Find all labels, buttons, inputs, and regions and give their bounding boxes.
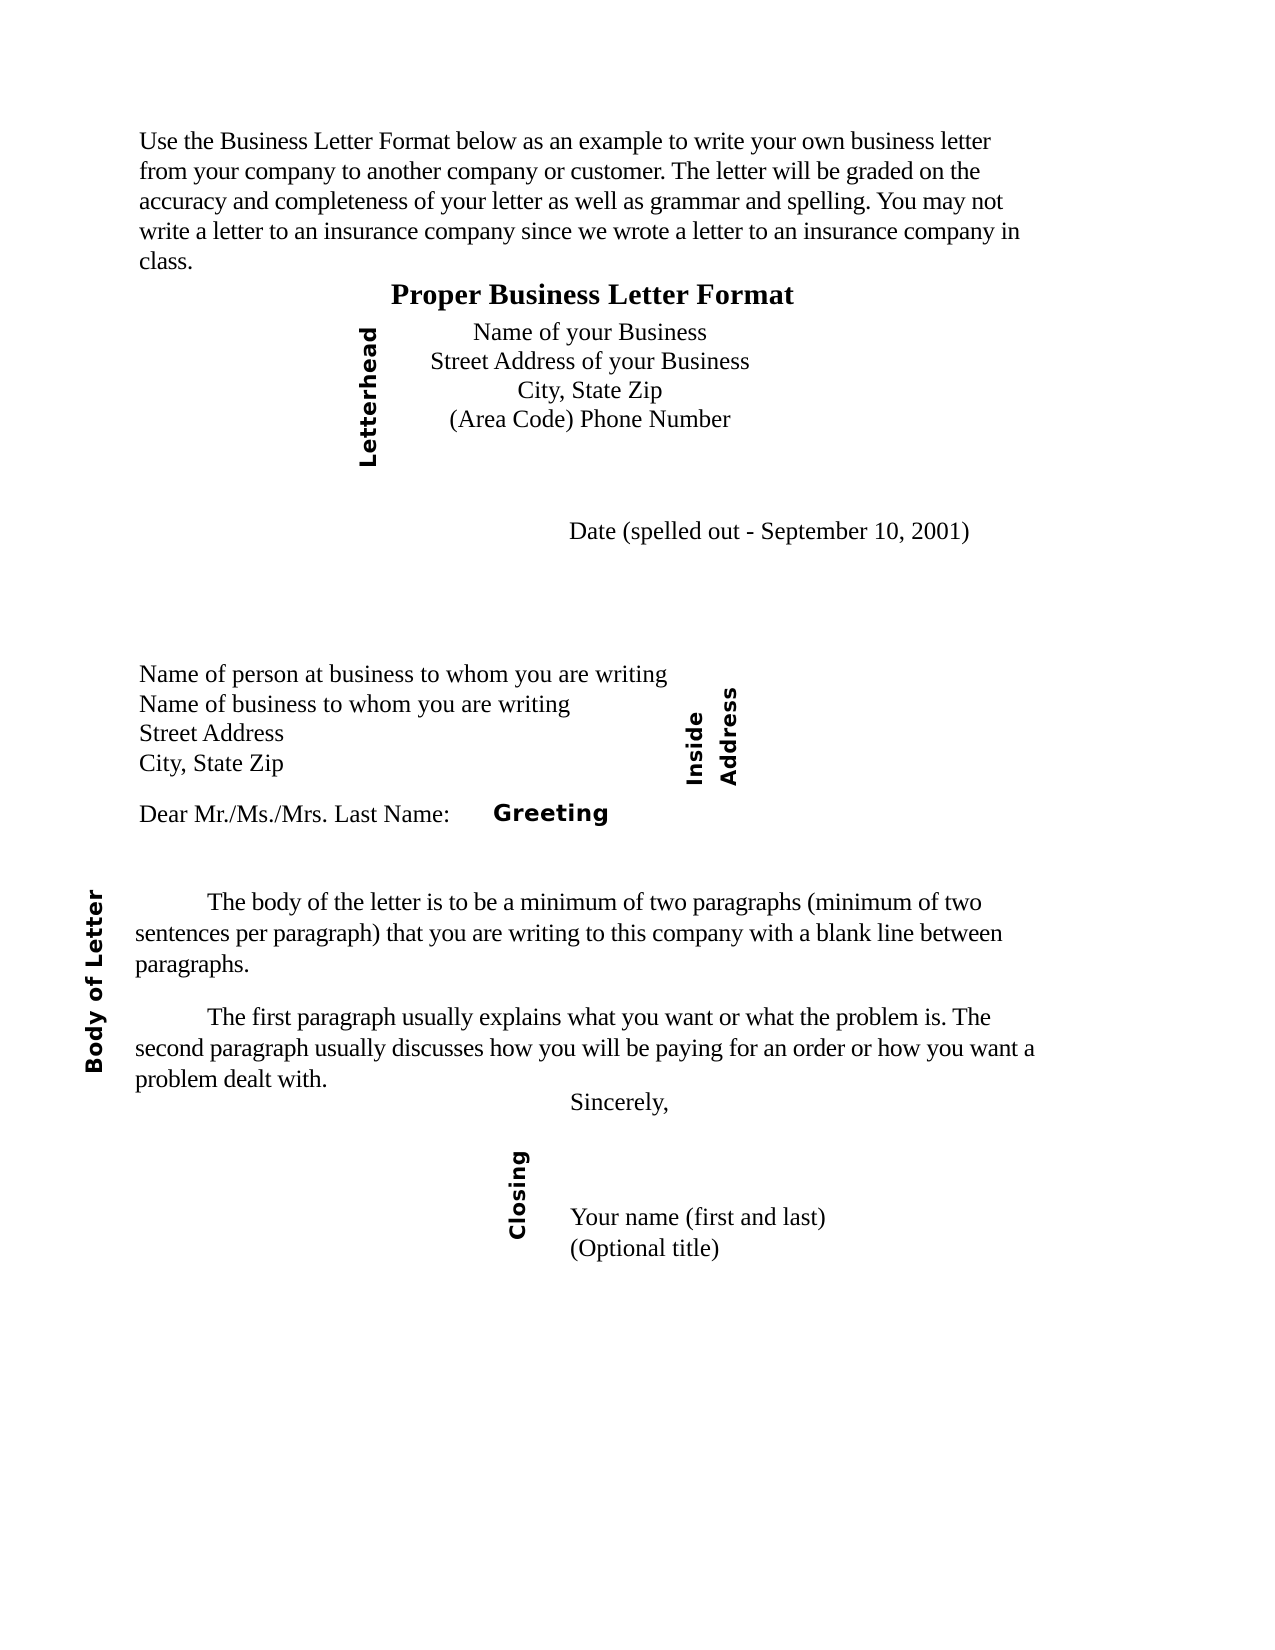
closing-valediction: Sincerely, xyxy=(570,1089,670,1116)
date-line: Date (spelled out - September 10, 2001) xyxy=(569,518,970,545)
letterhead-block xyxy=(330,318,850,434)
inside-address-line-city-state-zip: City, State Zip xyxy=(139,749,284,777)
letterhead-line-phone: (Area Code) Phone Number xyxy=(449,406,731,433)
signature-block xyxy=(570,1202,826,1264)
annotation-closing: Closing xyxy=(506,1149,530,1240)
body-paragraph-1: The body of the letter is to be a minimum of two paragraphs (minimum of two sentences per paragraph) that you are writing to this company with a blank line between paragraphs. xyxy=(135,886,1003,978)
inside-address-line-business: Name of business to whom you are writing xyxy=(139,690,571,718)
inside-address-line-street: Street Address xyxy=(139,720,285,747)
signature-line-name: Your name (first and last) xyxy=(570,1204,826,1231)
salutation-line: Dear Mr./Ms./Mrs. Last Name: xyxy=(139,801,451,828)
page-title: Proper Business Letter Format xyxy=(390,278,795,312)
signature-line-title: (Optional title) xyxy=(570,1235,720,1262)
instructions-paragraph: Use the Business Letter Format below as an example to write your own business letter from your company to another company or customer. The letter will be graded on the accuracy and completeness of your letter as well as grammar and spelling. You may not write a letter to an insurance company since we wrote a letter to an insurance company in class. xyxy=(139,125,1020,275)
inside-address-block xyxy=(139,660,667,778)
annotation-letterhead: Letterhead xyxy=(357,326,382,468)
body-paragraph-2: The first paragraph usually explains what you want or what the problem is. The second paragraph usually discusses how you will be paying for an order or how you want a problem dealt with. xyxy=(135,1001,1035,1093)
letterhead-line-business-name: Name of your Business xyxy=(473,319,707,346)
annotation-inside-address-word-2: Address xyxy=(717,686,741,786)
letterhead-line-city-state-zip: City, State Zip xyxy=(517,377,663,404)
annotation-body-of-letter: Body of Letter xyxy=(83,889,108,1074)
annotation-greeting: Greeting xyxy=(493,801,610,827)
annotation-inside-address-word-1: Inside xyxy=(683,711,707,786)
letterhead-line-street-address: Street Address of your Business xyxy=(430,348,750,375)
inside-address-line-person: Name of person at business to whom you are writing xyxy=(139,661,668,688)
